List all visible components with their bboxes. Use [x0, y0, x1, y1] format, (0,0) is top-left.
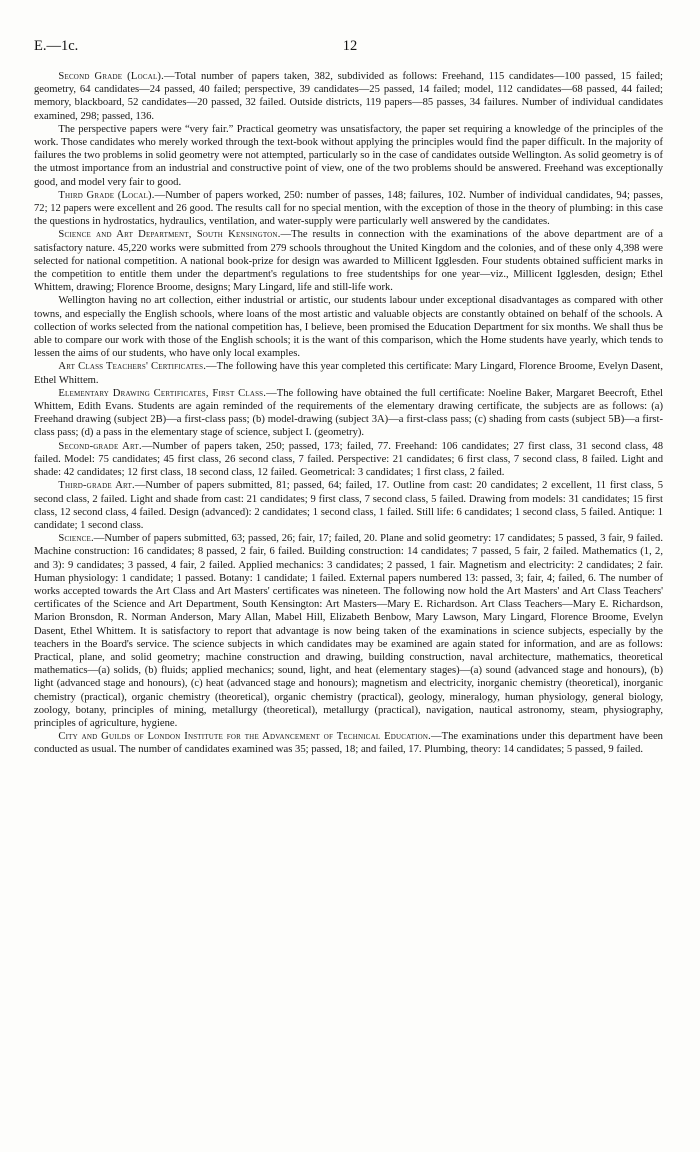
- paragraph-heading: Elementary Drawing Certificates, First Class.: [58, 387, 267, 399]
- paragraph-science: [34, 532, 663, 730]
- paragraph-second-grade: [34, 70, 663, 123]
- paragraph-heading: Art Class Teachers' Certificates.: [58, 361, 207, 373]
- paragraph-heading: Second-grade Art.: [58, 440, 142, 452]
- paragraph-text: Wellington having no art collection, either industrial or artistic, our students labour under exceptional disadvantages as compared with other towns, and especially the English schools, where loans of the most artistic and valuable objects are constantly obtained on behalf of the schools. A collection of works selected from the national competition has, I believe, been promised the Education Department for six months. We shall thus be able to compare our work with those of the English schools; it is the want of this comparison, which the Home students have yearly, which tends to lessen the aims of our students, who have only local examples.: [34, 295, 663, 360]
- document-body: [34, 70, 663, 757]
- paragraph-text: —Number of papers worked, 250: number of passes, 148; failures, 102. Number of individual candidates, 94; passes, 72; 12 papers were excellent and 26 good. The results call for no special mention, with the exception of those in the theory of plumbing: in this case the questions in hydrostatics, hydraulics, ventilation, and water-supply were particularly well answered by the candidates.: [34, 189, 663, 228]
- paragraph-text: —The results in connection with the examinations of the above department are of a satisfactory nature. 45,220 works were submitted from 279 schools throughout the United Kingdom and the colonies, and of these only 4,398 were selected for national competition. A national book-prize for design was awarded to Millicent Igglesden. Four students obtained sufficient marks in the competition to entitle them under the department's regulations to free studentships for one year—viz., Millicent Igglesden, design; Ethel Whittem, drawing; Florence Broome, designs; Mary Lingard, life and still-life work.: [34, 229, 663, 294]
- paragraph-heading: Science.: [58, 533, 94, 545]
- paragraph-heading: Third-grade Art.: [58, 480, 135, 492]
- paragraph-second-grade-art: [34, 440, 663, 480]
- paragraph-text: —Total number of papers taken, 382, subdivided as follows: Freehand, 115 candidates—100 passed, 15 failed; geometry, 64 candidates—24 passed, 40 failed; perspective, 39 candidates—25 passed, 14 failed; model, 112 candidates—68 passed, 44 failed; memory, blackboard, 52 candidates—20 passed, 32 failed. Outside districts, 119 papers—85 passes, 34 failures. Number of individual candidates examined, 298; passed, 136.: [34, 71, 664, 122]
- paragraph-text: —The examinations under this department have been conducted as usual. The number of candidates examined was 35; passed, 18; and failed, 17. Plumbing, theory: 14 candidates; 5 passed, 9 failed.: [34, 731, 663, 756]
- paragraph-city-guilds: [34, 730, 663, 756]
- document-reference: E.—1c.: [34, 38, 79, 54]
- paragraph-science-art-department: [34, 228, 663, 294]
- paragraph-text: —Number of papers submitted, 81; passed, 64; failed, 17. Outline from cast: 20 candidates; 2 excellent, 11 first class, 5 second class, 2 failed. Light and shade from cast: 21 candidates; 9 first class, 7 second class, 5 failed. Drawing from models: 31 candidates; 15 first class, 12 second class, 4 failed. Design (advanced): 2 candidates; 1 second class, 1 failed. Still life: 6 candidates; 1 second class, 5 failed. Antique: 1 candidate; 1 second class.: [34, 480, 663, 531]
- paragraph-text: —The following have obtained the full certificate: Noeline Baker, Margaret Beecroft, Ethel Whittem, Edith Evans. Students are again reminded of the requirements of the elementary drawing certificate, the subjects are as follows: (a) Freehand drawing (subject 2B)—a first-class pass; (b) model-drawing (subject 3A)—a first-class pass; (c) shading from casts (subject 5B)—a first-class pass; (d) a pass in the elementary stage of science, subject I. (geometry).: [34, 387, 663, 439]
- paragraph-third-grade: [34, 189, 663, 229]
- paragraph-wellington-collection: [34, 294, 663, 360]
- paragraph-text: —The following have this year completed this certificate: Mary Lingard, Florence Broome, Evelyn Dasent, Ethel Whittem.: [34, 361, 663, 386]
- paragraph-elementary-drawing: [34, 387, 663, 440]
- page-number: 12: [342, 38, 358, 54]
- paragraph-heading: Third Grade (Local).: [58, 189, 155, 201]
- paragraph-text: —Number of papers submitted, 63; passed, 26; fair, 17; failed, 20. Plane and solid geometry: 17 candidates; 5 passed, 3 fair, 9 failed. Machine construction: 16 candidates; 8 passed, 2 fair, 6 failed. Building construction: 14 candidates; 7 passed, 5 fair, 2 failed. Mathematics (1, 2, and 3): 9 candidates; 3 passed, 4 fair, 2 failed. Applied mechanics: 3 candidates; 2 passed, 1 fair. Magnetism and electricity: 2 candidates; 2 fair. Human physiology: 1 candidate; 1 passed. Botany: 1 candidate; 1 failed. External papers numbered 13: passed, 3; fair, 4; failed, 6. The number of works accepted towards the Art Class and Art Masters' certificates was nineteen. The following now hold the Art Masters' and Art Class Teachers' certificates of the Science and Art Department, South Kensington: Art Masters—Mary E. Richardson. Art Class Teachers—Mary E. Richardson, Marion Bronsdon, R. Norman Anderson, Mary Allan, Mabel Hill, Elizabeth Benbow, Mary Lawson, Mary Lingard, Florence Broome, Evelyn Dasent, Ethel Whittem. It is satisfactory to report that advantage is now being taken of the examinations in science subjects, especially by the teachers in the Board's service. The science subjects in which candidates may be examined are again stated for information, and are as follows: Practical, plane, and solid geometry; machine construction and drawing, building construction, naval architecture, mathematics, theoretical mathematics—(a) solids, (b) fluids; applied mechanics; sound, light, and heat (elementary stages)—(a) sound (advanced stage and honours), (b) light (advanced stage and honours), (c) heat (advanced stage and honours); magnetism and electricity, inorganic chemistry (theoretical), inorganic chemistry (practical), organic chemistry (theoretical), organic chemistry (practical), geology, mineralogy, human physiology, general biology, zoology, botany, principles of mining, metallurgy (theoretical), metallurgy (practical), navigation, nautical astronomy, steam, physiography, principles of agriculture, hygiene.: [34, 533, 663, 729]
- paragraph-text: —Number of papers taken, 250; passed, 173; failed, 77. Freehand: 106 candidates; 27 first class, 31 second class, 48 failed. Model: 75 candidates; 45 first class, 26 second class, 7 failed. Perspective: 21 candidates; 6 first class, 7 second class, 8 failed. Light and shade: 42 candidates; 12 first class, 18 second class, 12 failed. Geometrical: 3 candidates; 1 first class, 2 failed.: [34, 440, 663, 479]
- paragraph-art-class-certificates: [34, 360, 663, 386]
- paragraph-heading: Second Grade (Local).: [58, 71, 165, 82]
- paragraph-heading: Science and Art Department, South Kensington.: [58, 229, 281, 241]
- paragraph-heading: City and Guilds of London Institute for the Advancement of Technical Education.: [58, 731, 432, 743]
- paragraph-text: The perspective papers were “very fair.” Practical geometry was unsatisfactory, the paper set requiring a knowledge of the principles of the work. Those candidates who merely worked through the text-book without applying the principles would find the paper difficult. In the majority of failures the two problems in solid geometry were not attempted, particularly so in the case of candidates outside Wellington. As solid geometry is of the utmost importance from an industrial and constructive point of view, one of the two problems should be answered. Freehand was exceptionally good, and model very fair to good.: [34, 123, 663, 188]
- paragraph-third-grade-art: [34, 479, 663, 532]
- paragraph-perspective-remarks: [34, 123, 663, 189]
